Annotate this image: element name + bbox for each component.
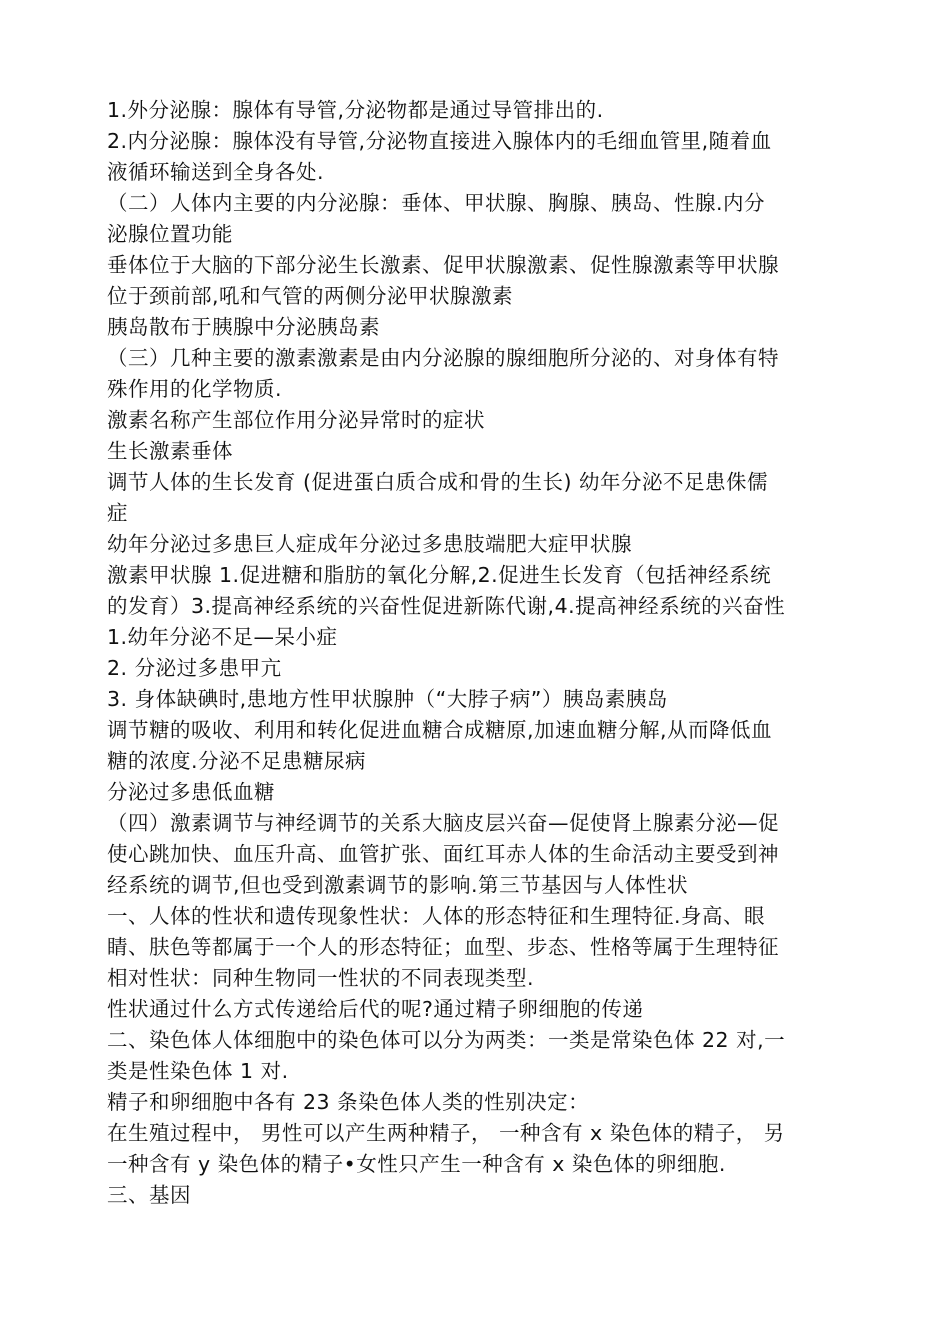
text-line: 睛、肤色等都属于一个人的形态特征；血型、步态、性格等属于生理特征 (107, 935, 779, 959)
section-heading-line: 二、染色体人体细胞中的染色体可以分为两类：一类是常染色体 22 对,一 (107, 1028, 786, 1052)
text-line: 激素名称产生部位作用分泌异常时的症状 (107, 408, 485, 432)
text-line: 垂体位于大脑的下部分泌生长激素、促甲状腺激素、促性腺激素等甲状腺 (107, 253, 779, 277)
text-line: 殊作用的化学物质. (107, 377, 283, 401)
section-heading-line: （二）人体内主要的内分泌腺：垂体、甲状腺、胸腺、胰岛、性腺.内分 (107, 191, 766, 215)
text-line: 分泌过多患低血糖 (107, 780, 275, 804)
text-line: 2.内分泌腺：腺体没有导管,分泌物直接进入腺体内的毛细血管里,随着血 (107, 129, 772, 153)
text-line: 糖的浓度.分泌不足患糖尿病 (107, 749, 367, 773)
text-line: 一种含有 y 染色体的精子•女性只产生一种含有 x 染色体的卵细胞. (107, 1152, 726, 1176)
text-line: 调节人体的生长发育 (促进蛋白质合成和骨的生长) 幼年分泌不足患侏儒 (107, 470, 769, 494)
text-line: 液循环输送到全身各处. (107, 160, 325, 184)
section-heading-line: （四）激素调节与神经调节的关系大脑皮层兴奋—促使肾上腺素分泌—促 (107, 811, 779, 835)
text-line: 3. 身体缺碘时,患地方性甲状腺肿（“大脖子病”）胰岛素胰岛 (107, 687, 668, 711)
text-line: 调节糖的吸收、利用和转化促进血糖合成糖原,加速血糖分解,从而降低血 (107, 718, 773, 742)
text-line: 在生殖过程中， 男性可以产生两种精子， 一种含有 x 染色体的精子， 另 (107, 1121, 785, 1145)
section-heading-line: 一、人体的性状和遗传现象性状：人体的形态特征和生理特征.身高、眼 (107, 904, 766, 928)
text-line: 激素甲状腺 1.促进糖和脂肪的氧化分解,2.促进生长发育（包括神经系统 (107, 563, 772, 587)
section-heading-line: （三）几种主要的激素激素是由内分泌腺的腺细胞所分泌的、对身体有特 (107, 346, 779, 370)
text-line: 的发育）3.提高神经系统的兴奋性促进新陈代谢,4.提高神经系统的兴奋性 (107, 594, 786, 618)
text-line: 泌腺位置功能 (107, 222, 233, 246)
text-line: 使心跳加快、血压升高、血管扩张、面红耳赤人体的生命活动主要受到神 (107, 842, 779, 866)
document-page (107, 95, 867, 1211)
text-line: 相对性状：同种生物同一性状的不同表现类型. (107, 966, 535, 990)
text-line: 2. 分泌过多患甲亢 (107, 656, 282, 680)
text-line: 精子和卵细胞中各有 23 条染色体人类的性别决定： (107, 1090, 590, 1114)
text-line: 生长激素垂体 (107, 439, 233, 463)
text-line: 性状通过什么方式传递给后代的呢?通过精子卵细胞的传递 (107, 997, 644, 1021)
text-line: 类是性染色体 1 对. (107, 1059, 289, 1083)
text-line: 胰岛散布于胰腺中分泌胰岛素 (107, 315, 380, 339)
text-line: 经系统的调节,但也受到激素调节的影响.第三节基因与人体性状 (107, 873, 689, 897)
text-line: 1.外分泌腺：腺体有导管,分泌物都是通过导管排出的. (107, 98, 604, 122)
text-line: 1.幼年分泌不足—呆小症 (107, 625, 338, 649)
section-heading-line: 三、基因 (107, 1183, 191, 1207)
text-line: 幼年分泌过多患巨人症成年分泌过多患肢端肥大症甲状腺 (107, 532, 632, 556)
text-line: 位于颈前部,吼和气管的两侧分泌甲状腺激素 (107, 284, 514, 308)
text-line: 症 (107, 501, 128, 525)
